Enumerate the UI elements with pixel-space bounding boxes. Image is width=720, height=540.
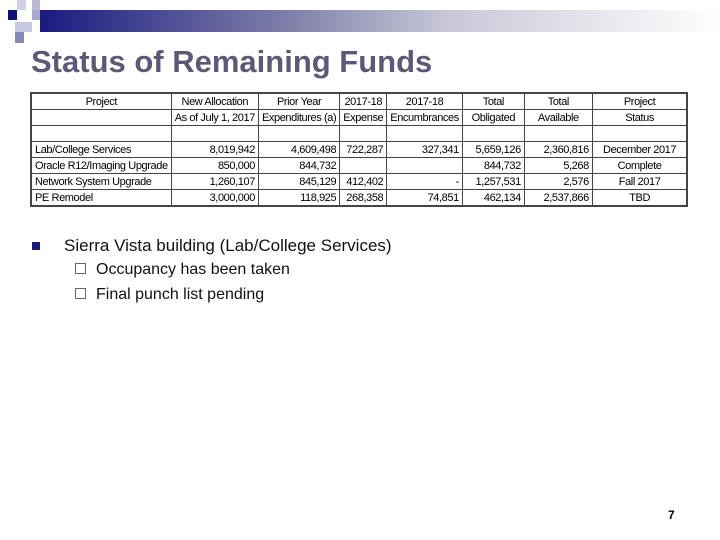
table-cell: PE Remodel <box>31 190 171 207</box>
table-row <box>31 158 687 174</box>
decor-square <box>15 32 24 43</box>
table-row <box>31 142 687 158</box>
table-spacer-row <box>31 126 687 142</box>
funds-table <box>30 92 688 207</box>
header-cell: Total <box>524 93 592 110</box>
table-cell: 844,732 <box>462 158 524 174</box>
page-number: 7 <box>668 508 675 522</box>
table-cell: 2,576 <box>524 174 592 190</box>
square-bullet-icon <box>32 242 40 250</box>
header-cell: New Allocation <box>171 93 258 110</box>
header-cell: Obligated <box>462 110 524 126</box>
decor-square <box>32 10 40 20</box>
header-cell: Expenditures (a) <box>258 110 339 126</box>
header-cell: Total <box>462 93 524 110</box>
header-cell: As of July 1, 2017 <box>171 110 258 126</box>
header-cell: Project <box>31 93 171 110</box>
header-gradient-bar <box>40 10 720 32</box>
table-cell: 4,609,498 <box>258 142 339 158</box>
table-cell: 1,257,531 <box>462 174 524 190</box>
table-cell: 412,402 <box>340 174 387 190</box>
header-cell: Project <box>592 93 687 110</box>
decor-square <box>15 22 32 32</box>
table-row <box>31 190 687 207</box>
header-cell: Prior Year <box>258 93 339 110</box>
table-cell: 462,134 <box>462 190 524 207</box>
table-cell: December 2017 <box>592 142 687 158</box>
table-header-row <box>31 110 687 126</box>
page-title: Status of Remaining Funds <box>31 44 433 79</box>
header-cell: 2017-18 <box>340 93 387 110</box>
table-cell: 844,732 <box>258 158 339 174</box>
table-cell: 2,537,866 <box>524 190 592 207</box>
table-cell: 8,019,942 <box>171 142 258 158</box>
table-cell: 2,360,816 <box>524 142 592 158</box>
decor-square <box>17 0 26 10</box>
table-cell: TBD <box>592 190 687 207</box>
table-cell: Oracle R12/Imaging Upgrade <box>31 158 171 174</box>
table-cell: - <box>387 174 463 190</box>
table-cell: 118,925 <box>258 190 339 207</box>
table-cell: Lab/College Services <box>31 142 171 158</box>
table-cell: 3,000,000 <box>171 190 258 207</box>
table-cell: Complete <box>592 158 687 174</box>
table-cell: 74,851 <box>387 190 463 207</box>
header-cell: Status <box>592 110 687 126</box>
table-cell: 722,287 <box>340 142 387 158</box>
table-cell: 268,358 <box>340 190 387 207</box>
header-cell: 2017-18 <box>387 93 463 110</box>
header-cell: Available <box>524 110 592 126</box>
header-cell <box>31 110 171 126</box>
table-cell: 850,000 <box>171 158 258 174</box>
decor-square <box>32 0 40 10</box>
table-cell: 5,659,126 <box>462 142 524 158</box>
table-cell: 5,268 <box>524 158 592 174</box>
sub-bullet-item: Occupancy has been taken <box>75 261 290 279</box>
header-cell: Expense <box>340 110 387 126</box>
table-cell: Network System Upgrade <box>31 174 171 190</box>
header-cell: Encumbrances <box>387 110 463 126</box>
table-cell: 327,341 <box>387 142 463 158</box>
checkbox-bullet-icon <box>75 288 86 299</box>
table-header-row <box>31 93 687 110</box>
table-cell: 845,129 <box>258 174 339 190</box>
table-cell: 1,260,107 <box>171 174 258 190</box>
checkbox-bullet-icon <box>75 263 86 274</box>
decor-square <box>8 10 17 20</box>
table-row <box>31 174 687 190</box>
table-cell: Fall 2017 <box>592 174 687 190</box>
sub-bullet-item: Final punch list pending <box>75 286 264 304</box>
table-cell <box>340 158 387 174</box>
table-cell <box>387 158 463 174</box>
